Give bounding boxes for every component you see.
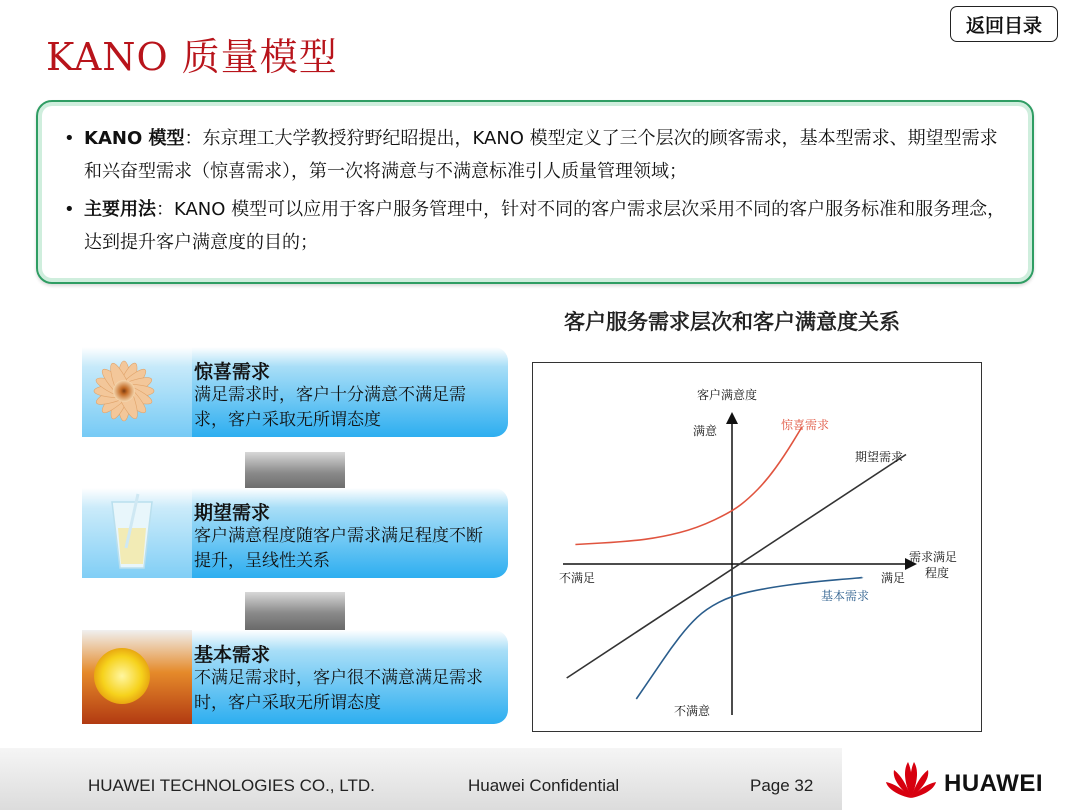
- y-bottom-label: 不满意: [674, 704, 711, 718]
- kano-chart-svg: [533, 363, 980, 730]
- glass-icon: [82, 488, 192, 578]
- bullet-text: ：东京理工大学教授狩野纪昭提出，KANO 模型定义了三个层次的顾客需求，基本型需求、期望型需求和兴奋型需求（惊喜需求），第一次将满意与不满意标准引人质量管理领域；: [84, 128, 998, 182]
- y-top-label: 满意: [693, 424, 718, 438]
- card-title: 基本需求: [194, 644, 271, 666]
- bullet-lead: KANO 模型: [84, 128, 185, 149]
- flower-icon: [82, 347, 192, 437]
- series-label-expected: 期望需求: [855, 450, 904, 464]
- card-desc: 不满足需求时，客户很不满意满足需求时，客户采取无所谓态度: [194, 668, 483, 713]
- card-title: 惊喜需求: [194, 361, 271, 383]
- back-to-contents-button[interactable]: 返回目录: [950, 6, 1058, 42]
- card-desc: 满足需求时，客户十分满意不满足需求，客户采取无所谓态度: [194, 385, 466, 430]
- card-delight: [82, 347, 508, 437]
- connector-bar: [245, 452, 345, 490]
- intro-bullet-kano: [64, 122, 1010, 188]
- card-desc: 客户满意程度随客户需求满足程度不断提升，呈线性关系: [194, 526, 483, 571]
- series-line-expected: [567, 455, 906, 679]
- sun-icon: [82, 630, 192, 724]
- bullet-text: ：KANO 模型可以应用于客户服务管理中，针对不同的客户需求层次采用不同的客户服务标准和服务理念，达到提升客户满意度的目的；: [84, 199, 1006, 253]
- card-basic: [82, 630, 508, 724]
- bullet-dot: •: [64, 128, 75, 149]
- bullet-dot: •: [64, 199, 75, 220]
- x-axis-label: [909, 549, 957, 580]
- footer: [0, 748, 1080, 810]
- diagram-title: 客户服务需求层次和客户满意度关系: [564, 310, 900, 334]
- huawei-flower-logo-icon: [886, 758, 936, 802]
- card-title: 期望需求: [194, 502, 271, 524]
- series-label-delight: 惊喜需求: [781, 418, 830, 432]
- kano-chart: [532, 362, 982, 732]
- x-left-label: 不满足: [559, 571, 596, 585]
- x-axis-label-line: 程度: [925, 566, 950, 580]
- y-axis-label: 客户满意度: [697, 388, 758, 402]
- series-line-delight: [575, 428, 801, 545]
- x-axis-label-line: 需求满足: [909, 550, 958, 564]
- intro-box: [36, 100, 1034, 284]
- footer-company: HUAWEI TECHNOLOGIES CO., LTD.: [88, 776, 375, 795]
- connector-bar: [245, 592, 345, 630]
- bullet-lead: 主要用法: [84, 199, 156, 220]
- intro-bullet-usage: [64, 193, 1010, 259]
- x-right-label: 满足: [881, 571, 906, 585]
- footer-page-number: Page 32: [750, 776, 814, 795]
- page-title: KANO 质量模型: [46, 35, 338, 79]
- footer-confidential: Huawei Confidential: [468, 776, 620, 795]
- huawei-logo-text: HUAWEI: [944, 770, 1043, 797]
- series-label-basic: 基本需求: [821, 589, 870, 603]
- card-expected: [82, 488, 508, 578]
